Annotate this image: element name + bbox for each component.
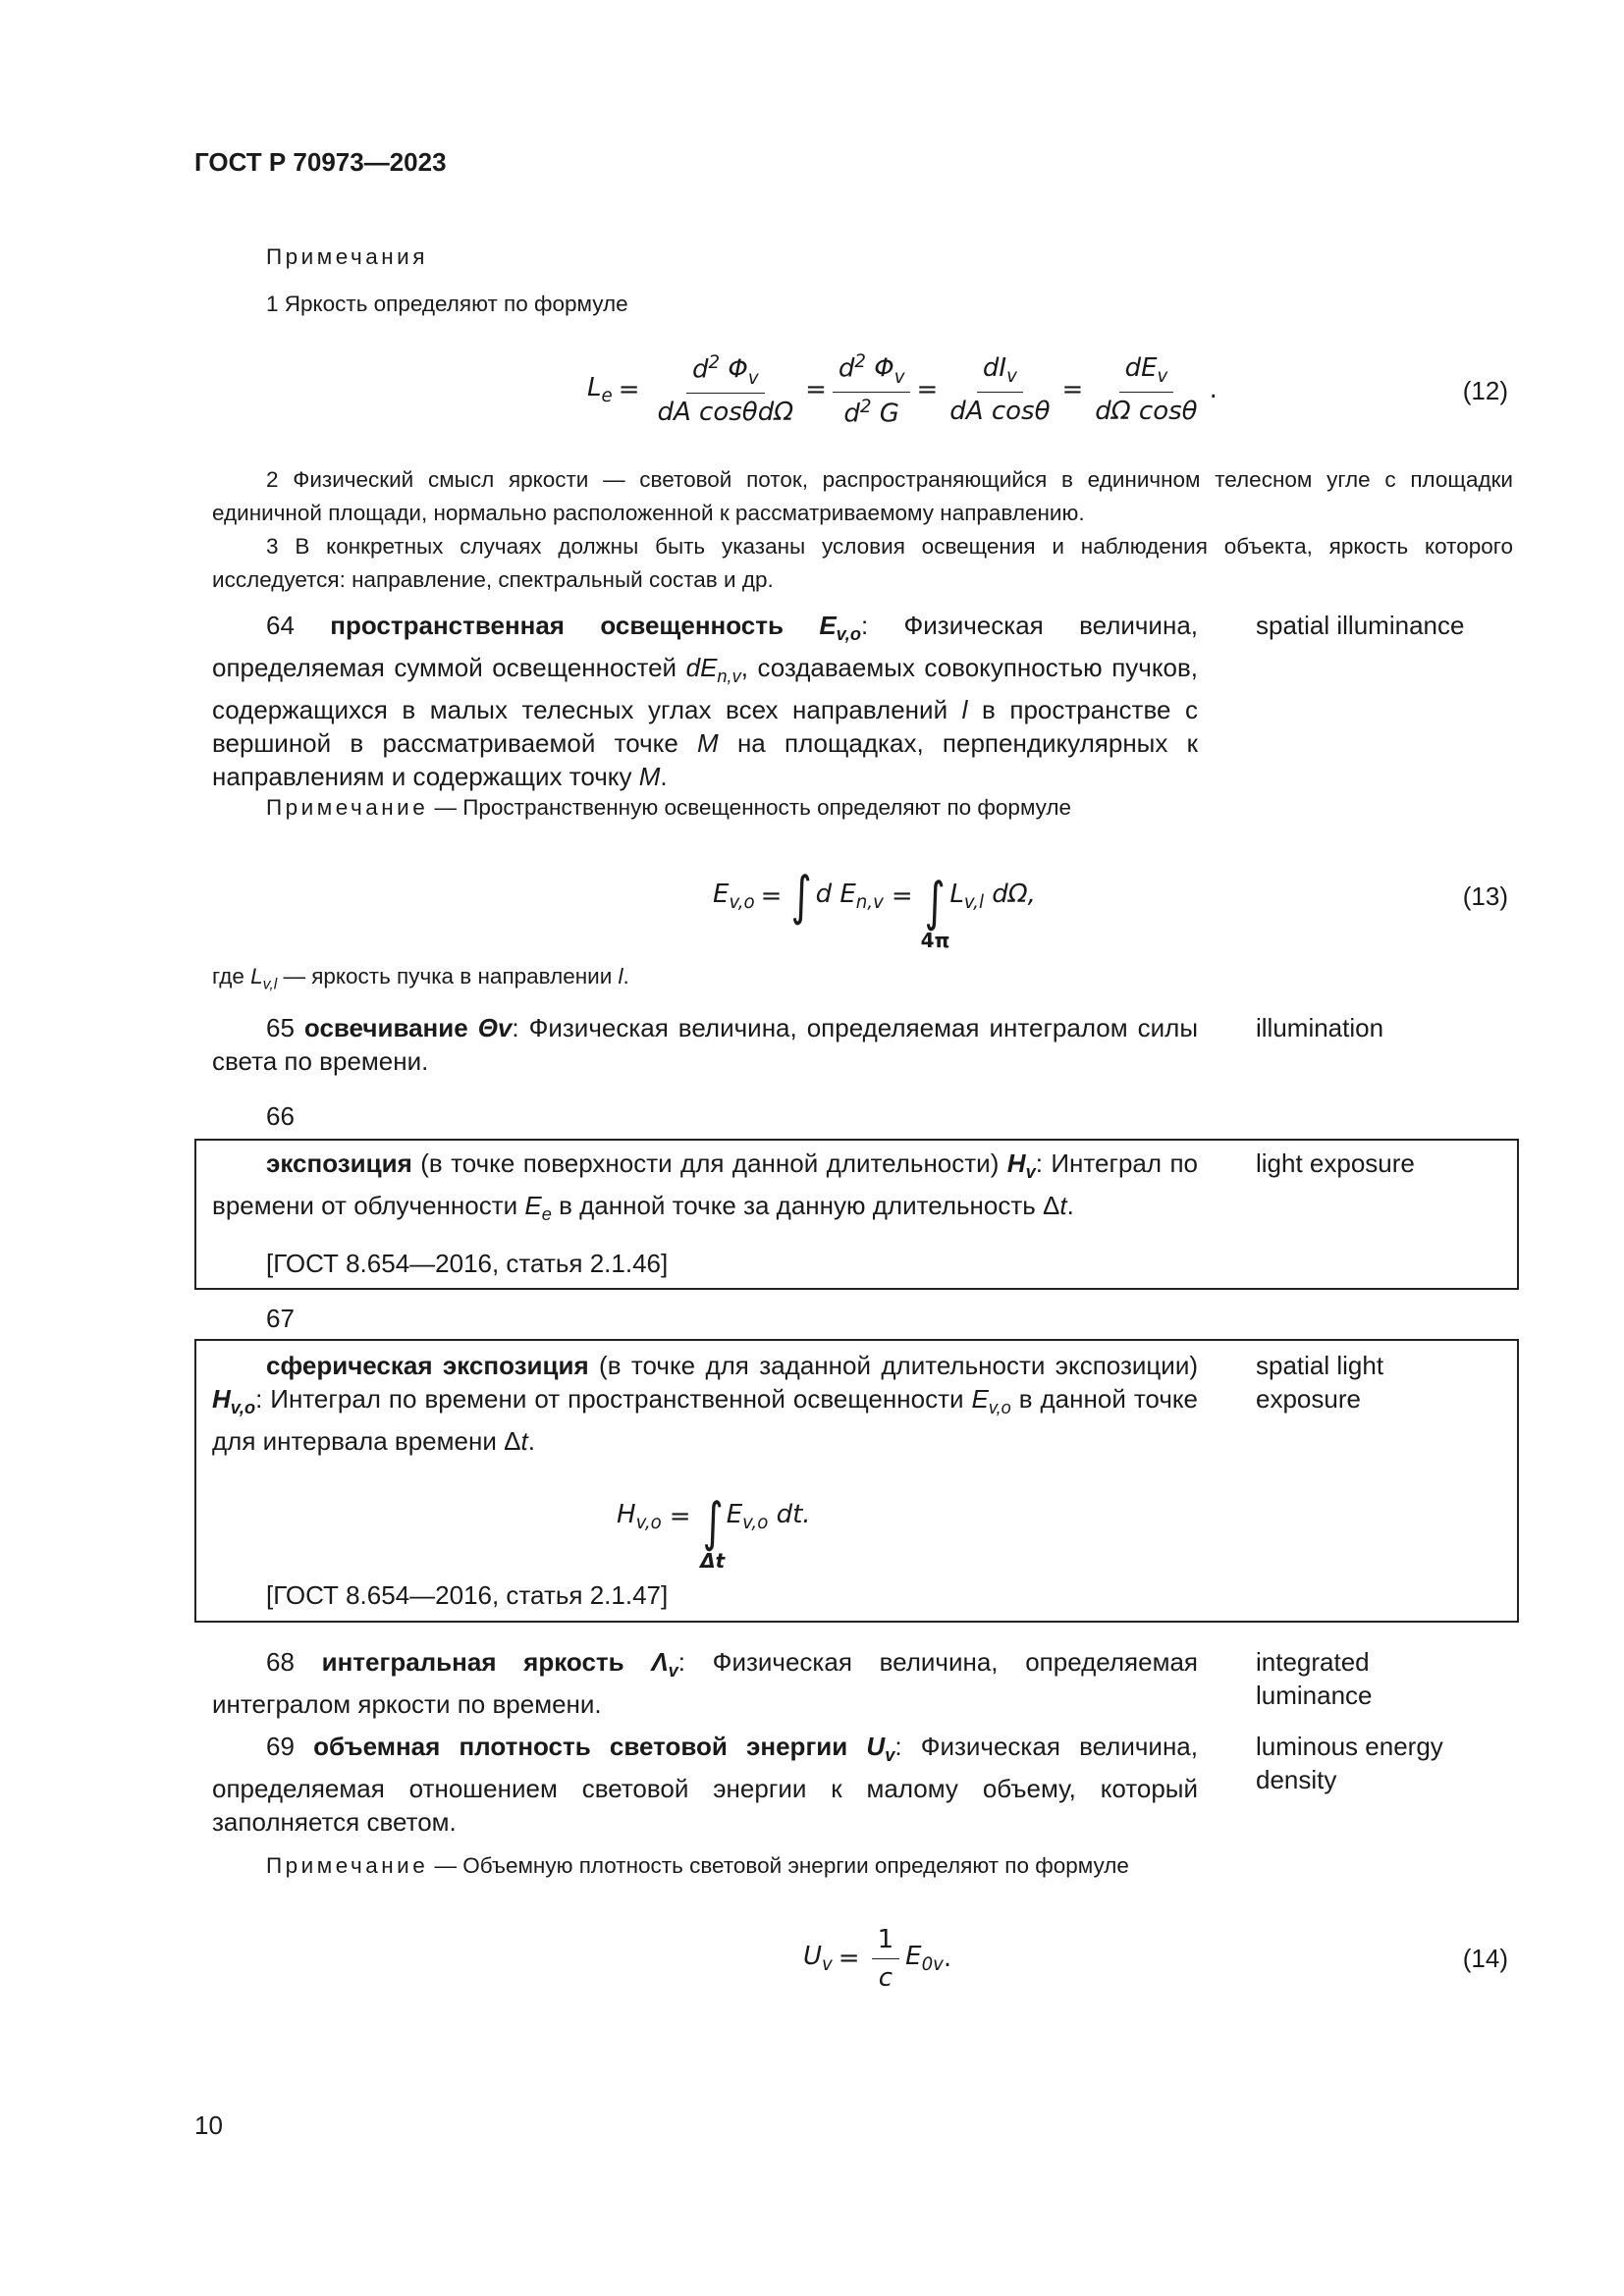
term-65-english: illumination <box>1256 1013 1384 1042</box>
eq12-fraction-4: $\frac{dE_v}{\text{dΩ cosθ}}$ <box>1095 353 1198 426</box>
term-67-number: 67 <box>266 1304 295 1333</box>
eq14-fraction: $\frac{1}{c}$ <box>872 1925 900 1993</box>
eq12-fraction-1: $\frac{d^2 \Phi_v}{\text{dA cosθdΩ}}$ <box>657 352 794 427</box>
equation-number-12: (12) <box>1462 376 1508 405</box>
equation-13: $E_{v,o}$ = ∫ d $E_{n,v}$ = ∫ 4π $L_{v,l}$ dΩ, <box>713 865 1036 952</box>
term-68-english: integrated luminance <box>1256 1647 1373 1710</box>
term-66-reference: [ГОСТ 8.654—2016, статья 2.1.46] <box>266 1249 669 1278</box>
integral-sign: ∫ <box>790 865 813 927</box>
equation-67: $H_{v,o}$ = ∫ Δt $E_{v,o}$ dt. <box>617 1491 811 1573</box>
note-1: 1 Яркость определяют по формуле <box>266 292 628 316</box>
term-66: экспозиция (в точке поверхности для данной длительности) $H_v$: Интеграл по времени от облученности $E_e$ в данной точке за данную длительность Δt. <box>212 1148 1199 1225</box>
term-69-english: luminous energy density <box>1256 1732 1443 1794</box>
integral-sign: ∫ <box>702 1491 724 1553</box>
eq12-fraction-2: $\frac{d^2 \Phi_v}{d^2 G}$ <box>833 351 911 429</box>
term-66-number: 66 <box>266 1101 295 1131</box>
term-67: сферическая экспозиция (в точке для заданной длительности экспозиции) $H_{v,o}$: Интеграл по времени от пространственной освещенности $E_{v,o}$ в данной точке для интервала времени Δt. <box>212 1351 1198 1457</box>
note-2: 2 Физический смысл яркости — световой поток, распространяющийся в единичном телесном угле с площадки единичной площади, нормально расположенной к рассматриваемому направлению. <box>212 467 1513 525</box>
term-66-english: light exposure <box>1256 1148 1415 1178</box>
term-64-note: Примечание — Пространственную освещенность определяют по формуле <box>266 795 1072 820</box>
term-69: 69 объемная плотность световой энергии $U_v$: Физическая величина, определяемая отношением световой энергии к малому объему, который заполняется светом. <box>212 1732 1198 1838</box>
integral-sign: ∫ <box>924 871 947 933</box>
term-69-note: Примечание — Объемную плотность световой энергии определяют по формуле <box>266 1853 1129 1878</box>
term-67-reference: [ГОСТ 8.654—2016, статья 2.1.47] <box>266 1580 669 1610</box>
page-number: 10 <box>194 2110 223 2140</box>
equation-14: $U_v$ = $\frac{1}{c}$ $E_{0v}$ . <box>803 1924 952 1993</box>
eq12-lhs: $L_e$ <box>587 372 613 407</box>
term-64-where: где $L_{v,l}$ — яркость пучка в направлении l. <box>212 964 629 993</box>
eq12-fraction-3: $\frac{dI_v}{\text{dA cosθ}}$ <box>949 353 1051 426</box>
equation-number-14: (14) <box>1462 1944 1508 1973</box>
term-68: 68 интегральная яркость $\Lambda_v$: Физическая величина, определяемая интегралом яркости по времени. <box>212 1647 1198 1720</box>
equation-number-13: (13) <box>1462 881 1508 911</box>
term-64-english: spatial illuminance <box>1256 611 1465 640</box>
term-64: 64 пространственная освещенность $E_{v,o}$: Физическая величина, определяемая суммой освещенностей $dE_{n,v}$, создаваемых совокупностью пучков, содержащихся в малых телесных углах всех направлений l в пространстве с вершиной в рассматриваемой точке M на площадках, перпендикулярных к направлениям и содержащих точку M. <box>212 611 1199 792</box>
term-67-english: spatial light exposure <box>1256 1351 1384 1414</box>
term-65: 65 освечивание Θv: Физическая величина, определяемая интегралом силы света по времени. <box>212 1013 1199 1076</box>
notes-title: Примечания <box>266 244 428 269</box>
equation-12: $L_e$ = $\frac{d^2 \Phi_v}{\text{dA cosθdΩ}}$ = $\frac{d^2 \Phi_v}{d^2 G}$ = $\frac{dI_v}{\text{dA cosθ}}$ = $\frac{dE_v}{\text{dΩ cosθ}}$ . <box>587 350 1218 429</box>
note-3: 3 В конкретных случаях должны быть указаны условия освещения и наблюдения объекта, яркость которого исследуется: направление, спектральный состав и др. <box>212 534 1513 592</box>
document-code: ГОСТ Р 70973—2023 <box>194 147 447 177</box>
